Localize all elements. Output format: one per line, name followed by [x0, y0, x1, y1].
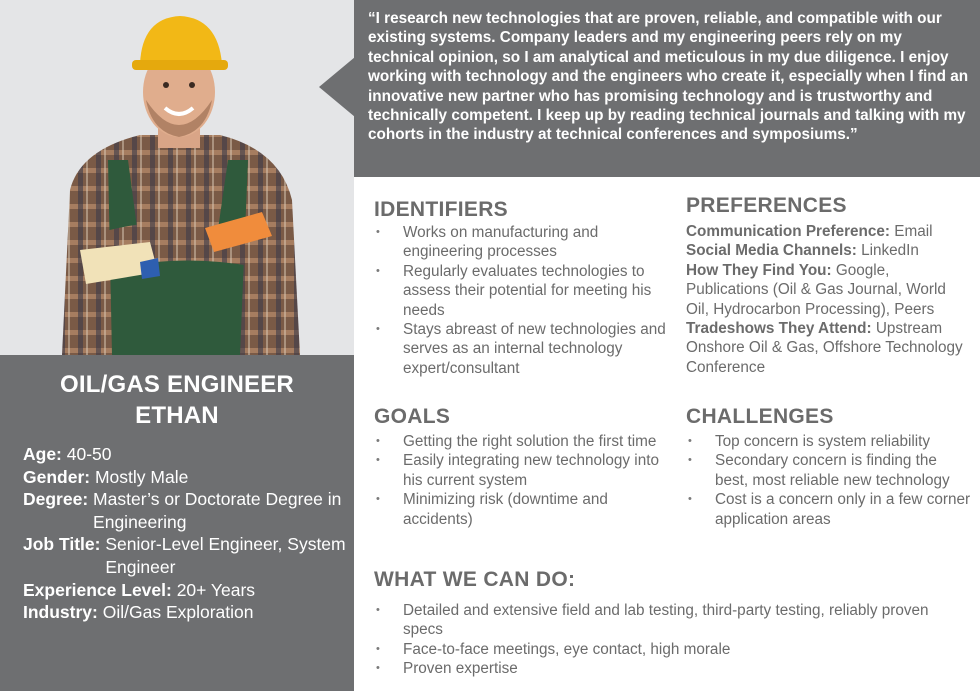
- pref-communication: [686, 222, 972, 241]
- pref-label: Tradeshows They Attend:: [686, 320, 872, 338]
- preferences-heading: PREFERENCES: [686, 194, 847, 217]
- identifiers-heading: IDENTIFIERS: [374, 198, 508, 221]
- detail-label: Gender:: [23, 466, 91, 487]
- pref-find-you: [686, 261, 972, 319]
- challenges-section: [686, 404, 972, 529]
- goals-list: [374, 432, 664, 529]
- detail-label: Job Title:: [23, 534, 101, 555]
- list-item: • Stays abreast of new technologies and serves as an internal technology expert/consultant: [374, 320, 674, 378]
- list-item: • Face-to-face meetings, eye contact, high morale: [374, 640, 970, 659]
- persona-summary-panel: [0, 355, 354, 691]
- pref-social: [686, 241, 972, 260]
- list-item: • Proven expertise: [374, 659, 970, 678]
- detail-value: Master’s or Doctorate Degree in Engineering: [93, 489, 342, 532]
- detail-value: Senior-Level Engineer, System Engineer: [105, 534, 346, 577]
- pref-value: Upstream Onshore Oil & Gas, Offshore Technology Conference: [686, 320, 963, 376]
- detail-job-title: [23, 533, 354, 578]
- list-item: • Secondary concern is finding the best, most reliable new technology: [686, 451, 972, 490]
- quote-pointer: [319, 57, 355, 117]
- challenges-list: [686, 432, 972, 529]
- detail-experience: [23, 579, 354, 602]
- what-we-can-do-heading: WHAT WE CAN DO:: [374, 568, 576, 591]
- goals-section: [374, 404, 664, 529]
- list-item: • Easily integrating new technology into his current system: [374, 451, 664, 490]
- detail-value: 20+ Years: [176, 579, 256, 600]
- challenges-heading: CHALLENGES: [686, 405, 834, 428]
- persona-photo: [0, 0, 354, 355]
- pref-value: Google, Publications (Oil & Gas Journal, World Oil, Hydrocarbon Processing), Peers: [686, 261, 946, 318]
- list-item: • Getting the right solution the first time: [374, 432, 664, 451]
- persona-name: ETHAN: [135, 402, 219, 429]
- persona-details: [23, 443, 354, 624]
- detail-label: Industry:: [23, 602, 98, 623]
- quote-text: “I research new technologies that are proven, reliable, and compatible with our existing systems. Company leaders and my engineering peers rely on my technical opinion, so I am analytical and meticulous in my due diligence. I enjoy working with technology and the engineers who create it, especially when I find an innovative new partner who has promising technology and is trustworthy and technically competent. I keep up by reading technical journals and talking with my cohorts in the industry at technical conferences and symposiums.”: [368, 10, 969, 144]
- identifiers-section: [374, 197, 674, 378]
- pref-label: Communication Preference:: [686, 223, 891, 240]
- pref-label: How They Find You:: [686, 261, 832, 279]
- persona-quote: [354, 0, 980, 177]
- pref-value: LinkedIn: [856, 242, 919, 260]
- detail-industry: [23, 601, 354, 624]
- detail-value: Oil/Gas Exploration: [102, 602, 254, 623]
- list-item: • Top concern is system reliability: [686, 432, 972, 451]
- goals-heading: GOALS: [374, 405, 451, 428]
- list-item: • Cost is a concern only in a few corner application areas: [686, 490, 972, 529]
- preferences-section: [686, 193, 972, 377]
- detail-age: [23, 443, 354, 466]
- detail-value: Mostly Male: [94, 466, 189, 487]
- detail-value: 40-50: [66, 444, 112, 464]
- pref-value: Email: [890, 223, 933, 240]
- detail-label: Age:: [23, 444, 62, 464]
- what-we-can-do-list: [374, 601, 970, 679]
- pref-label: Social Media Channels:: [686, 242, 857, 260]
- detail-gender: [23, 466, 354, 489]
- detail-degree: [23, 488, 354, 533]
- list-item: • Works on manufacturing and engineering processes: [374, 223, 674, 262]
- list-item: • Detailed and extensive field and lab testing, third-party testing, reliably proven specs: [374, 601, 970, 640]
- identifiers-list: [374, 223, 674, 378]
- detail-label: Experience Level:: [23, 579, 172, 600]
- persona-role: OIL/GAS ENGINEER: [60, 371, 294, 398]
- pref-tradeshows: [686, 319, 972, 377]
- list-item: • Regularly evaluates technologies to assess their potential for meeting his needs: [374, 262, 674, 320]
- list-item: • Minimizing risk (downtime and accidents): [374, 490, 664, 529]
- detail-label: Degree:: [23, 489, 89, 510]
- engineer-illustration: [0, 0, 354, 355]
- what-we-can-do-section: [374, 567, 970, 679]
